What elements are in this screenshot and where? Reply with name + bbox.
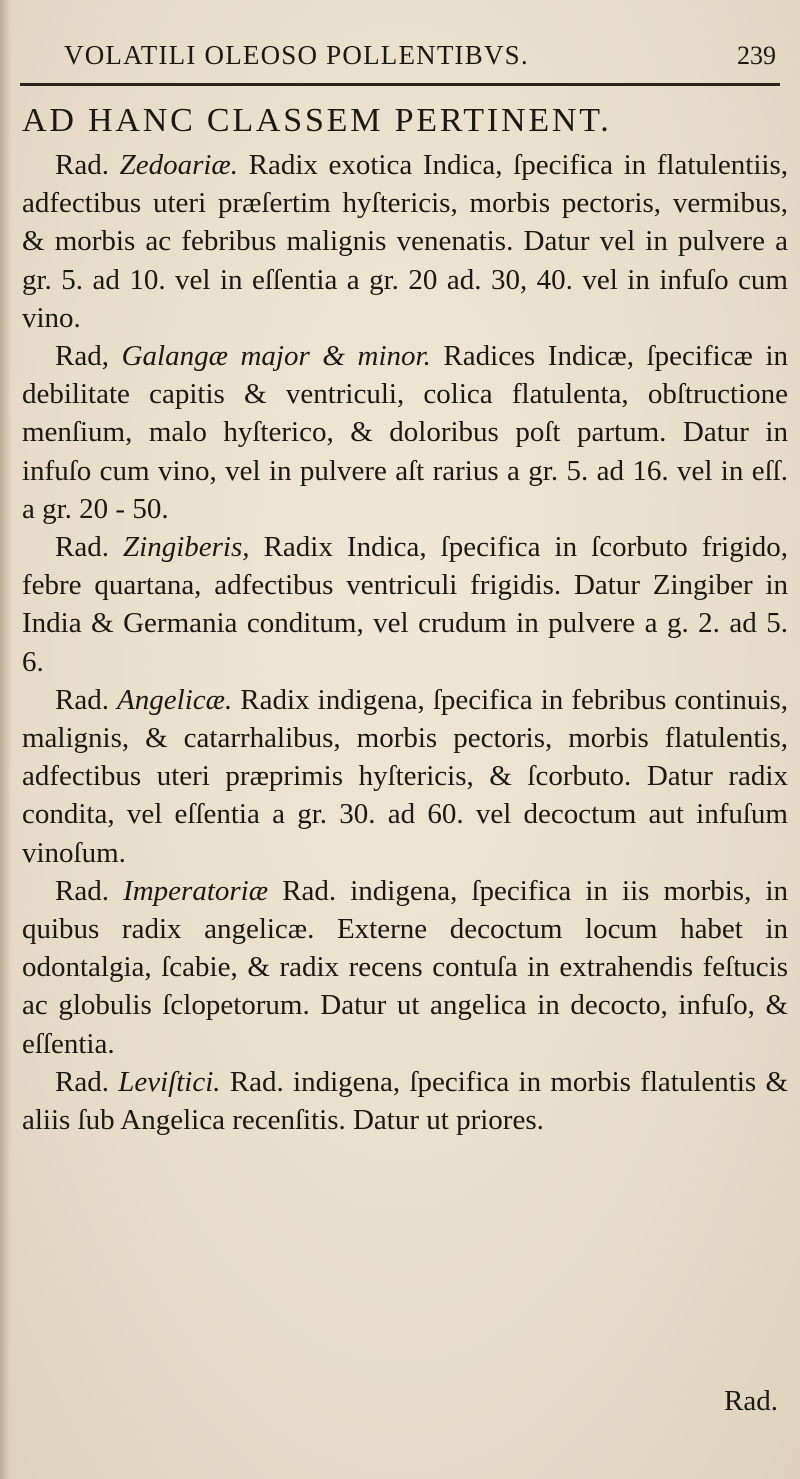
entry-lead: Rad. (55, 874, 109, 907)
page-binding-edge (0, 0, 12, 1479)
entry-lead: Rad. (55, 1065, 109, 1098)
page-number: 239 (737, 41, 776, 70)
entry-zedoaria (22, 146, 788, 337)
entry-text: Radix indigena, ſpecifica in febribus continuis, malignis, & catarrhalibus, morbis pectoris, morbis flatulentis, adfectibus uteri præprimis hyſtericis, & ſcorbuto. Datur radix condita, vel eſſentia a gr. 30. ad 60. vel decoctum aut infuſum vinoſum. (22, 683, 789, 869)
entry-name: Zedoariæ. (119, 149, 239, 181)
entry-name: Leviſtici. (118, 1065, 221, 1098)
entry-levisticum (22, 1063, 788, 1139)
catchword: Rad. (724, 1385, 778, 1417)
entry-lead: Rad. (55, 149, 109, 181)
body-text (22, 146, 788, 1139)
entry-lead: Rad. (55, 683, 109, 716)
entry-text: Radices Indicæ, ſpecificæ in debilitate capitis & ventriculi, colica flatulenta, obſtructione menſium, malo hyſterico, & doloribus poſt partum. Datur in infuſo cum vino, vel in pulvere aſt rarius a gr. 5. ad 16. vel in eſſ. a gr. 20 - 50. (22, 340, 789, 525)
entry-name: Angelicæ. (117, 683, 233, 716)
entry-lead: Rad. (55, 531, 109, 564)
header-rule (20, 83, 780, 86)
entry-text: Radix Indica, ſpecifica in ſcorbuto frigido, febre quartana, adfectibus ventriculi frigidis. Datur Zingiber in India & Germania conditum, vel crudum in pulvere a g. 2. ad 5. 6. (22, 531, 789, 678)
entry-angelica (22, 681, 788, 872)
entry-zingiber (22, 528, 788, 681)
entry-galanga (22, 337, 788, 528)
entry-lead: Rad, (55, 340, 109, 373)
entry-name: Imperatoriæ (123, 874, 269, 907)
running-head (64, 40, 784, 80)
entry-text: Radix exotica Indica, ſpecifica in flatulentiis, adfectibus uteri præſertim hyſtericis, morbis pectoris, vermibus, & morbis ac febribus malignis venenatis. Datur vel in pulvere a gr. 5. ad 10. vel in eſſentia a gr. 20 ad. 30, 40. vel in infuſo cum vino. (22, 149, 789, 334)
running-title: VOLATILI OLEOSO POLLENTIBVS. (64, 40, 529, 70)
section-title: AD HANC CLASSEM PERTINENT. (22, 102, 612, 139)
entry-text: Rad. indigena, ſpecifica in iis morbis, in quibus radix angelicæ. Externe decoctum locum habet in odontalgia, ſcabie, & radix recens contuſa in extrahendis feſtucis ac globulis ſclopetorum. Datur ut angelica in decocto, infuſo, & eſſentia. (22, 874, 789, 1060)
entry-imperatoria (22, 872, 788, 1063)
entry-text: Rad. indigena, ſpecifica in morbis flatulentis & aliis ſub Angelica recenſitis. Datur ut priores. (22, 1065, 789, 1137)
entry-name: Galangæ major & minor. (121, 340, 431, 373)
entry-name: Zingiberis, (123, 531, 250, 564)
